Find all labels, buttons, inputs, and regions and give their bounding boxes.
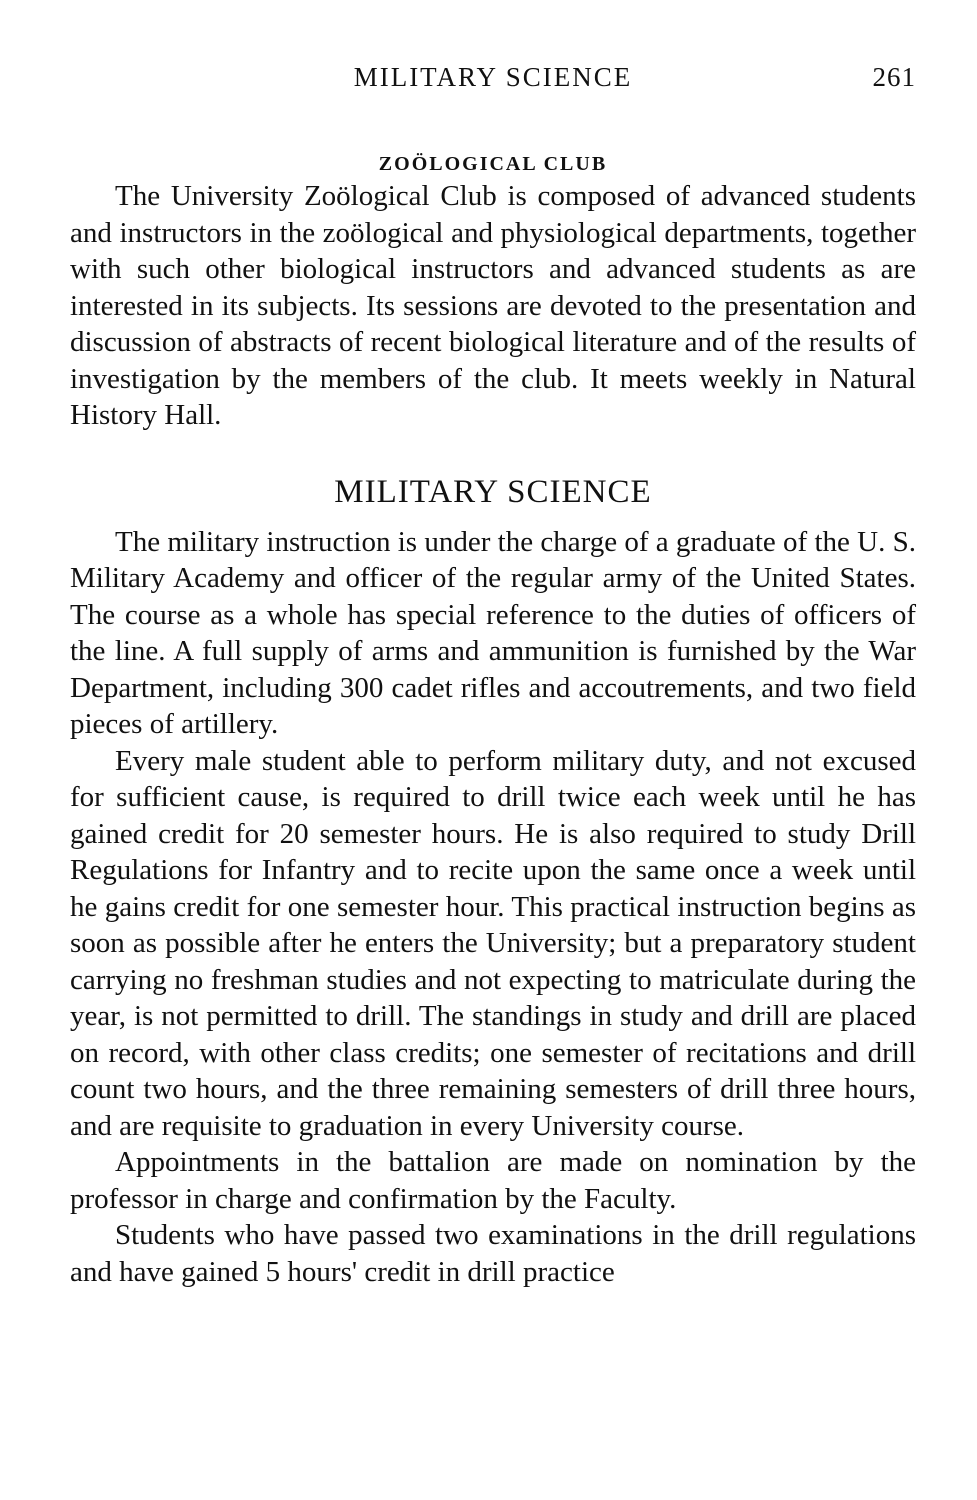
zoological-club-heading: ZOÖLOGICAL CLUB	[378, 153, 608, 175]
military-science-paragraph-4: Students who have passed two examinations in the drill regulations and have gained 5 hours' credit in drill practice	[70, 1219, 916, 1288]
military-science-paragraph-1: The military instruction is under the charge of a graduate of the U. S. Military Academy and officer of the regular army of the United States. The course as a whole has special reference to the duties of officers of the line. A full supply of arms and ammunition is furnished by the War Department, including 300 cadet rifles and accoutrements, and two field pieces of artillery.	[70, 525, 916, 740]
military-science-paragraph-3: Appointments in the battalion are made on nomination by the professor in charge and confirmation by the Faculty.	[70, 1146, 916, 1215]
running-title: MILITARY SCIENCE	[353, 62, 633, 92]
zoological-club-paragraph: The University Zoölogical Club is composed of advanced students and instructors in the zoölogical and physiological departments, together with such other biological instructors and advanced students as are interested in its subjects. Its sessions are devoted to the presentation and discussion of abstracts of recent biological literature and of the results of investigation by the members of the club. It meets weekly in Natural History Hall.	[70, 180, 916, 431]
running-header	[70, 62, 916, 102]
page-number: 261	[872, 62, 916, 92]
military-science-paragraph-2: Every male student able to perform military duty, and not excused for sufficient cause, is required to drill twice each week until he has gained credit for 20 semester hours. He is also required to study Drill Regulations for Infantry and to recite upon the same once a week until he gains credit for one semester hour. This practical instruction begins as soon as possible after he enters the University; but a preparatory student carrying no freshman studies and not expecting to matriculate during the year, is not permitted to drill. The standings in study and drill are placed on record, with other class credits; one semester of recitations and drill count two hours, and the three remaining semesters of drill three hours, and are requisite to graduation in every University course.	[70, 744, 916, 1142]
book-page	[70, 62, 916, 1290]
military-science-heading: MILITARY SCIENCE	[334, 473, 652, 510]
